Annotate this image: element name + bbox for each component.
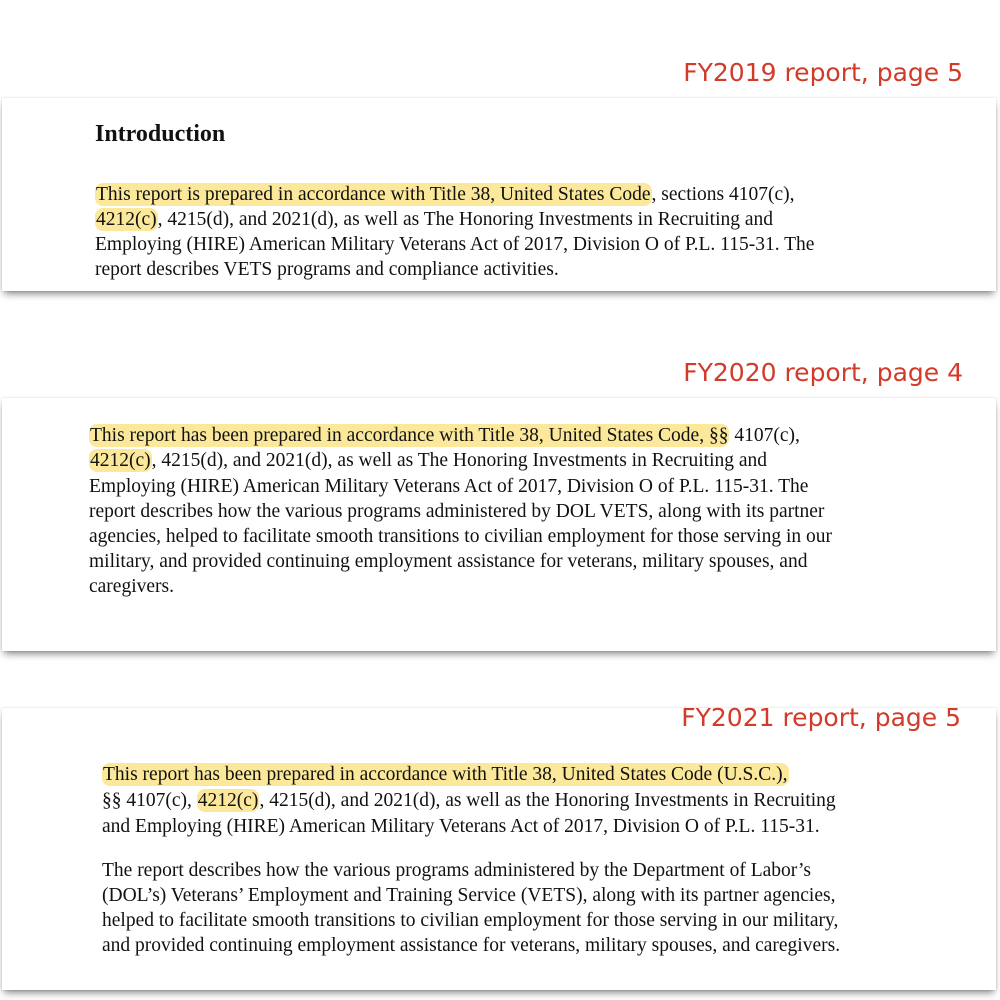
text-line: report describes VETS programs and compliance activities. xyxy=(95,259,559,280)
text-line: (DOL’s) Veterans’ Employment and Training Service (VETS), along with its partner agencies, xyxy=(102,885,836,906)
text-line xyxy=(102,762,789,787)
excerpt-card-fy2020 xyxy=(2,398,996,651)
text-span: , 4215(d), and 2021(d), as well as The Honoring Investments in Recruiting and xyxy=(157,209,774,230)
highlighted-text: This report is prepared in accordance with Title 38, United States Code xyxy=(96,184,651,205)
caption-fy2019: FY2019 report, page 5 xyxy=(683,58,963,87)
excerpt-card-fy2019 xyxy=(2,98,996,291)
text-line: military, and provided continuing employment assistance for veterans, military spouses, and xyxy=(89,551,808,572)
excerpt-card-fy2021 xyxy=(2,703,996,990)
caption-fy2020: FY2020 report, page 4 xyxy=(683,358,963,387)
text-span: , 4215(d), and 2021(d), as well as The Honoring Investments in Recruiting and xyxy=(151,450,768,471)
text-line xyxy=(95,207,773,232)
text-span: 4107(c), xyxy=(729,425,800,446)
section-heading: Introduction xyxy=(95,121,226,147)
text-line: Employing (HIRE) American Military Veterans Act of 2017, Division O of P.L. 115-31. The xyxy=(95,234,815,255)
text-line xyxy=(95,182,795,207)
highlighted-text: 4212(c) xyxy=(96,209,157,230)
text-line xyxy=(102,788,836,813)
highlighted-text: This report has been prepared in accordance with Title 38, United States Code (U.S.C.), xyxy=(103,764,788,785)
text-span: , 4215(d), and 2021(d), as well as the Honoring Investments in Recruiting xyxy=(259,790,836,811)
text-line: agencies, helped to facilitate smooth transitions to civilian employment for those serving in our xyxy=(89,526,832,547)
text-line: Employing (HIRE) American Military Veterans Act of 2017, Division O of P.L. 115-31. The xyxy=(89,476,809,497)
text-line xyxy=(89,448,767,473)
text-line xyxy=(89,423,800,448)
highlighted-text: 4212(c) xyxy=(90,450,151,471)
text-line: helped to facilitate smooth transitions to civilian employment for those serving in our military, xyxy=(102,910,839,931)
text-span: §§ 4107(c), xyxy=(102,790,197,811)
text-span: , sections 4107(c), xyxy=(651,184,795,205)
text-line: and Employing (HIRE) American Military Veterans Act of 2017, Division O of P.L. 115-31. xyxy=(102,816,820,837)
text-line: The report describes how the various programs administered by the Department of Labor’s xyxy=(102,860,812,881)
highlighted-text: 4212(c) xyxy=(197,790,259,811)
text-line: and provided continuing employment assistance for veterans, military spouses, and caregivers. xyxy=(102,935,841,956)
text-line: caregivers. xyxy=(89,576,174,597)
highlighted-text: This report has been prepared in accordance with Title 38, United States Code, §§ xyxy=(90,425,729,446)
caption-fy2021: FY2021 report, page 5 xyxy=(681,703,961,732)
text-line: report describes how the various programs administered by DOL VETS, along with its partner xyxy=(89,501,825,522)
